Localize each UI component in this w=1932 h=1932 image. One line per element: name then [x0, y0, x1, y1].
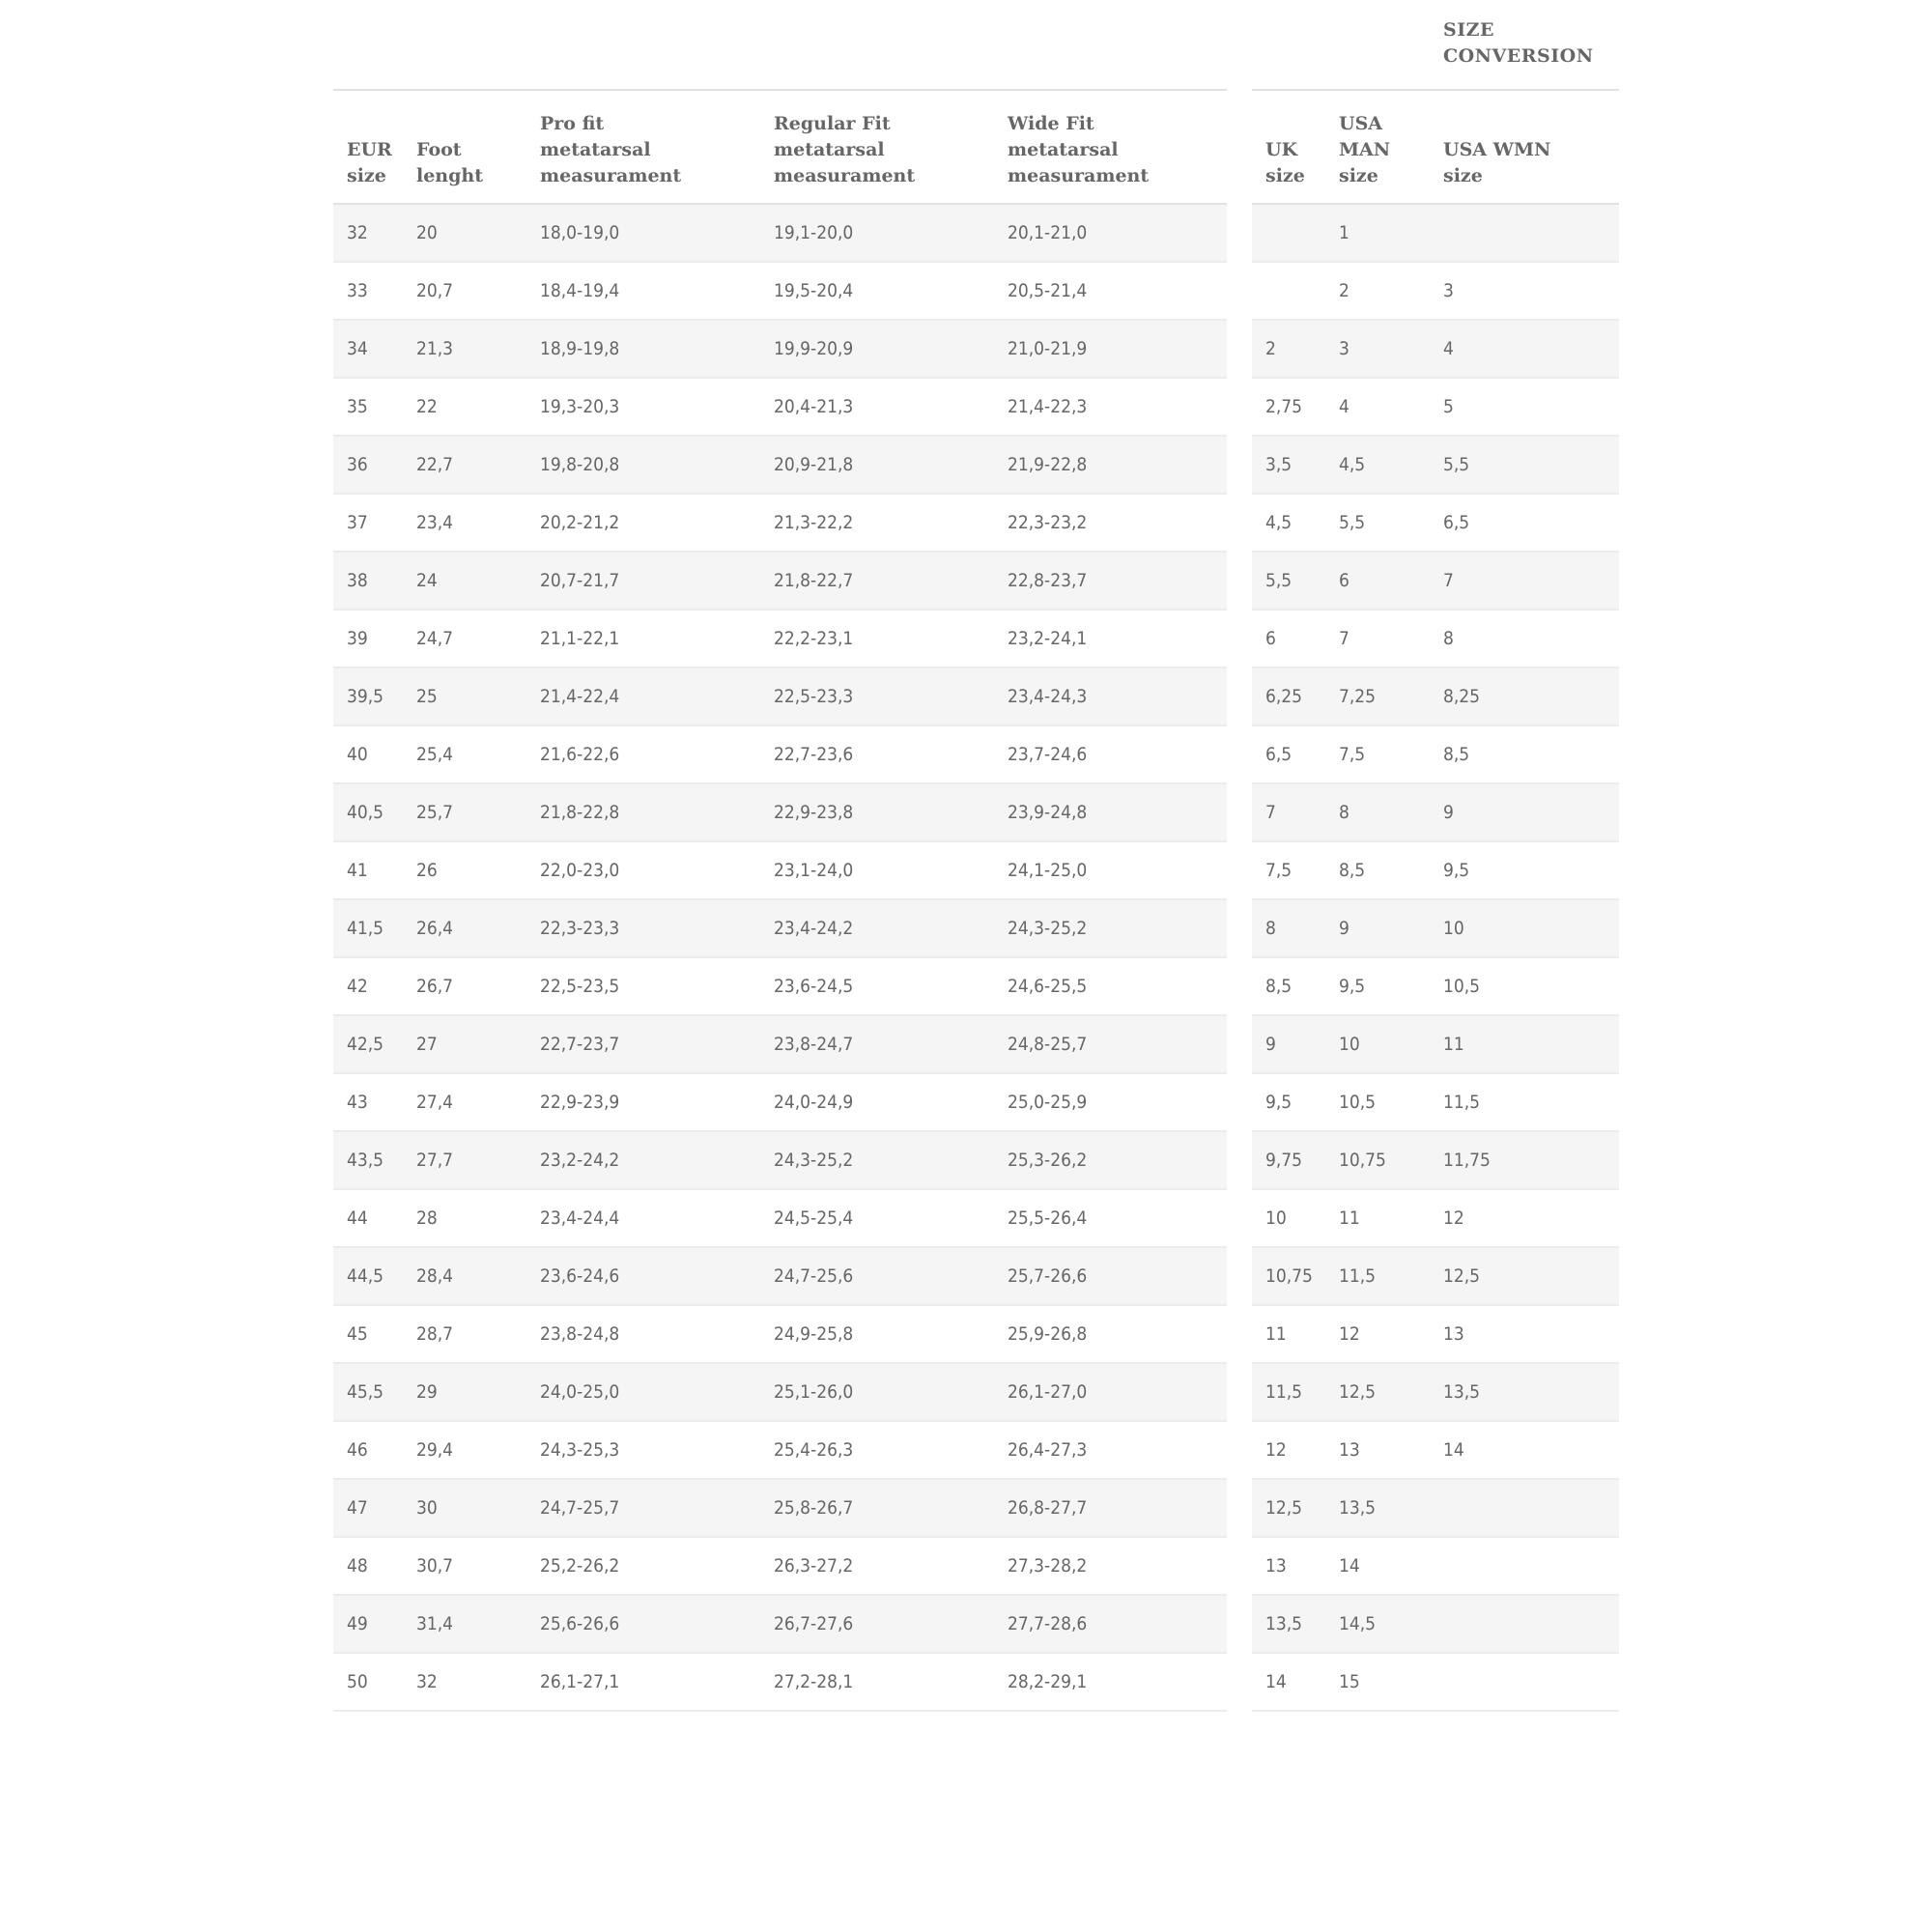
regular-fit-cell: 25,8-26,7 [774, 1497, 854, 1519]
eur-size-cell: 39,5 [347, 686, 384, 707]
uk-size-cell: 6,5 [1265, 744, 1293, 765]
foot-length-cell: 26,7 [416, 976, 454, 997]
foot-length-cell: 29 [416, 1381, 438, 1403]
eur-size-cell: 38 [347, 570, 368, 591]
pro-fit-cell: 22,3-23,3 [540, 918, 620, 939]
foot-length-cell: 29,4 [416, 1439, 454, 1461]
uk-size-cell: 2,75 [1265, 396, 1303, 417]
table-row [333, 1190, 1227, 1248]
wide-fit-cell: 26,1-27,0 [1008, 1381, 1088, 1403]
table-row [1252, 495, 1619, 553]
foot-length-cell: 24 [416, 570, 438, 591]
wide-fit-cell: 24,1-25,0 [1008, 860, 1088, 881]
table-row [1252, 668, 1619, 726]
usa-wmn-size-cell: 9,5 [1443, 860, 1470, 881]
table-row [1252, 842, 1619, 900]
usa-man-size-cell: 13,5 [1339, 1497, 1377, 1519]
foot-length-cell: 32 [416, 1671, 438, 1692]
table-row [1252, 726, 1619, 784]
uk-size-cell: 12 [1265, 1439, 1287, 1461]
table-row [1252, 1074, 1619, 1132]
regular-fit-cell: 22,9-23,8 [774, 802, 854, 823]
conversion-header-row [1252, 91, 1619, 205]
wide-fit-cell: 23,7-24,6 [1008, 744, 1088, 765]
usa-man-size-cell: 6 [1339, 570, 1350, 591]
usa-wmn-size-cell: 3 [1443, 280, 1454, 301]
header-usa-wmn-size: USA WMN size [1443, 139, 1551, 186]
wide-fit-cell: 21,9-22,8 [1008, 454, 1088, 475]
eur-size-cell: 44,5 [347, 1265, 384, 1287]
usa-wmn-size-cell: 12,5 [1443, 1265, 1481, 1287]
usa-wmn-size-cell: 11,5 [1443, 1092, 1481, 1113]
eur-size-cell: 34 [347, 338, 368, 359]
size-conversion-title: SIZE CONVERSION [1443, 19, 1594, 67]
regular-fit-cell: 19,1-20,0 [774, 222, 854, 243]
conversion-rows [1252, 205, 1619, 1712]
wide-fit-cell: 23,2-24,1 [1008, 628, 1088, 649]
table-row [1252, 1364, 1619, 1422]
pro-fit-cell: 19,3-20,3 [540, 396, 620, 417]
wide-fit-cell: 21,4-22,3 [1008, 396, 1088, 417]
table-row [1252, 437, 1619, 495]
foot-length-cell: 23,4 [416, 512, 454, 533]
table-row [1252, 553, 1619, 611]
usa-wmn-size-cell: 8 [1443, 628, 1454, 649]
usa-wmn-size-cell: 11,75 [1443, 1150, 1491, 1171]
foot-length-cell: 25,4 [416, 744, 454, 765]
uk-size-cell: 5,5 [1265, 570, 1293, 591]
usa-man-size-cell: 7,25 [1339, 686, 1377, 707]
usa-man-size-cell: 9,5 [1339, 976, 1366, 997]
eur-size-cell: 45,5 [347, 1381, 384, 1403]
regular-fit-cell: 22,5-23,3 [774, 686, 854, 707]
uk-size-cell: 6,25 [1265, 686, 1303, 707]
pro-fit-cell: 25,6-26,6 [540, 1613, 620, 1634]
pro-fit-cell: 24,0-25,0 [540, 1381, 620, 1403]
uk-size-cell: 13 [1265, 1555, 1287, 1577]
wide-fit-cell: 20,5-21,4 [1008, 280, 1088, 301]
foot-length-cell: 27 [416, 1034, 438, 1055]
usa-man-size-cell: 3 [1339, 338, 1350, 359]
eur-size-cell: 36 [347, 454, 368, 475]
table-row [1252, 1538, 1619, 1596]
usa-wmn-size-cell: 4 [1443, 338, 1454, 359]
usa-man-size-cell: 1 [1339, 222, 1350, 243]
pro-fit-cell: 21,8-22,8 [540, 802, 620, 823]
uk-size-cell: 3,5 [1265, 454, 1293, 475]
table-row [1252, 1480, 1619, 1538]
pro-fit-cell: 22,7-23,7 [540, 1034, 620, 1055]
regular-fit-cell: 22,2-23,1 [774, 628, 854, 649]
regular-fit-cell: 23,1-24,0 [774, 860, 854, 881]
regular-fit-cell: 23,6-24,5 [774, 976, 854, 997]
eur-size-cell: 32 [347, 222, 368, 243]
header-pro-fit: Pro fit metatarsal measurament [540, 113, 682, 186]
uk-size-cell: 13,5 [1265, 1613, 1303, 1634]
table-row [1252, 784, 1619, 842]
pro-fit-cell: 18,0-19,0 [540, 222, 620, 243]
usa-wmn-size-cell: 13 [1443, 1323, 1464, 1345]
usa-man-size-cell: 11,5 [1339, 1265, 1377, 1287]
regular-fit-cell: 23,4-24,2 [774, 918, 854, 939]
table-row [333, 1538, 1227, 1596]
uk-size-cell: 6 [1265, 628, 1276, 649]
foot-length-cell: 30 [416, 1497, 438, 1519]
uk-size-cell: 8 [1265, 918, 1276, 939]
wide-fit-cell: 25,9-26,8 [1008, 1323, 1088, 1345]
pro-fit-cell: 24,7-25,7 [540, 1497, 620, 1519]
table-row [333, 611, 1227, 668]
table-row [333, 1654, 1227, 1712]
foot-length-cell: 26 [416, 860, 438, 881]
table-row [1252, 900, 1619, 958]
usa-man-size-cell: 15 [1339, 1671, 1360, 1692]
wide-fit-cell: 23,9-24,8 [1008, 802, 1088, 823]
eur-size-cell: 39 [347, 628, 368, 649]
usa-man-size-cell: 11 [1339, 1208, 1360, 1229]
usa-man-size-cell: 4,5 [1339, 454, 1366, 475]
wide-fit-cell: 22,3-23,2 [1008, 512, 1088, 533]
uk-size-cell: 11,5 [1265, 1381, 1303, 1403]
usa-man-size-cell: 10,75 [1339, 1150, 1386, 1171]
wide-fit-cell: 25,5-26,4 [1008, 1208, 1088, 1229]
pro-fit-cell: 23,6-24,6 [540, 1265, 620, 1287]
regular-fit-cell: 19,5-20,4 [774, 280, 854, 301]
regular-fit-cell: 19,9-20,9 [774, 338, 854, 359]
usa-wmn-size-cell: 8,25 [1443, 686, 1481, 707]
table-row [333, 495, 1227, 553]
regular-fit-cell: 26,7-27,6 [774, 1613, 854, 1634]
wide-fit-cell: 25,7-26,6 [1008, 1265, 1088, 1287]
eur-size-cell: 37 [347, 512, 368, 533]
usa-man-size-cell: 12,5 [1339, 1381, 1377, 1403]
foot-length-cell: 28 [416, 1208, 438, 1229]
usa-wmn-size-cell: 12 [1443, 1208, 1464, 1229]
table-row [1252, 1306, 1619, 1364]
table-row [333, 205, 1227, 263]
uk-size-cell: 11 [1265, 1323, 1287, 1345]
foot-length-cell: 22,7 [416, 454, 454, 475]
table-row [333, 437, 1227, 495]
pro-fit-cell: 26,1-27,1 [540, 1671, 620, 1692]
wide-fit-cell: 22,8-23,7 [1008, 570, 1088, 591]
eur-size-cell: 40,5 [347, 802, 384, 823]
uk-size-cell: 8,5 [1265, 976, 1293, 997]
usa-wmn-size-cell: 7 [1443, 570, 1454, 591]
regular-fit-cell: 25,4-26,3 [774, 1439, 854, 1461]
eur-size-cell: 48 [347, 1555, 368, 1577]
foot-length-cell: 28,7 [416, 1323, 454, 1345]
foot-length-cell: 24,7 [416, 628, 454, 649]
table-row [333, 1016, 1227, 1074]
eur-size-cell: 50 [347, 1671, 368, 1692]
foot-length-cell: 25,7 [416, 802, 454, 823]
usa-man-size-cell: 12 [1339, 1323, 1360, 1345]
eur-size-cell: 41,5 [347, 918, 384, 939]
uk-size-cell: 9,5 [1265, 1092, 1293, 1113]
wide-fit-cell: 23,4-24,3 [1008, 686, 1088, 707]
eur-size-cell: 45 [347, 1323, 368, 1345]
regular-fit-cell: 24,7-25,6 [774, 1265, 854, 1287]
table-row [333, 1074, 1227, 1132]
measurement-header-row [333, 91, 1227, 205]
regular-fit-cell: 20,9-21,8 [774, 454, 854, 475]
table-row [333, 1306, 1227, 1364]
eur-size-cell: 47 [347, 1497, 368, 1519]
table-row [333, 379, 1227, 437]
pro-fit-cell: 18,9-19,8 [540, 338, 620, 359]
table-row [1252, 1422, 1619, 1480]
usa-wmn-size-cell: 14 [1443, 1439, 1464, 1461]
table-row [333, 1422, 1227, 1480]
header-foot-length: Foot lenght [416, 139, 483, 186]
uk-size-cell: 14 [1265, 1671, 1287, 1692]
usa-wmn-size-cell: 11 [1443, 1034, 1464, 1055]
pro-fit-cell: 21,6-22,6 [540, 744, 620, 765]
table-row [1252, 205, 1619, 263]
uk-size-cell: 12,5 [1265, 1497, 1303, 1519]
wide-fit-cell: 25,3-26,2 [1008, 1150, 1088, 1171]
usa-man-size-cell: 13 [1339, 1439, 1360, 1461]
table-row [333, 726, 1227, 784]
pro-fit-cell: 24,3-25,3 [540, 1439, 620, 1461]
regular-fit-cell: 24,5-25,4 [774, 1208, 854, 1229]
usa-man-size-cell: 10,5 [1339, 1092, 1377, 1113]
wide-fit-cell: 25,0-25,9 [1008, 1092, 1088, 1113]
table-row [1252, 263, 1619, 321]
uk-size-cell: 2 [1265, 338, 1276, 359]
uk-size-cell: 4,5 [1265, 512, 1293, 533]
wide-fit-cell: 21,0-21,9 [1008, 338, 1088, 359]
eur-size-cell: 33 [347, 280, 368, 301]
table-row [1252, 1016, 1619, 1074]
wide-fit-cell: 26,4-27,3 [1008, 1439, 1088, 1461]
usa-wmn-size-cell: 10 [1443, 918, 1464, 939]
header-regular-fit: Regular Fit metatarsal measurament [774, 113, 916, 186]
usa-wmn-size-cell: 8,5 [1443, 744, 1470, 765]
usa-man-size-cell: 4 [1339, 396, 1350, 417]
header-eur-size: EUR size [347, 139, 392, 186]
usa-man-size-cell: 8 [1339, 802, 1350, 823]
uk-size-cell: 10,75 [1265, 1265, 1313, 1287]
table-row [1252, 958, 1619, 1016]
pro-fit-cell: 21,1-22,1 [540, 628, 620, 649]
eur-size-cell: 42 [347, 976, 368, 997]
uk-size-cell: 7 [1265, 802, 1276, 823]
regular-fit-cell: 23,8-24,7 [774, 1034, 854, 1055]
table-row [333, 1364, 1227, 1422]
header-wide-fit: Wide Fit metatarsal measurament [1008, 113, 1150, 186]
foot-length-cell: 20,7 [416, 280, 454, 301]
foot-length-cell: 21,3 [416, 338, 454, 359]
uk-size-cell: 7,5 [1265, 860, 1293, 881]
usa-man-size-cell: 2 [1339, 280, 1350, 301]
pro-fit-cell: 23,4-24,4 [540, 1208, 620, 1229]
foot-length-cell: 30,7 [416, 1555, 454, 1577]
uk-size-cell: 10 [1265, 1208, 1287, 1229]
usa-man-size-cell: 7 [1339, 628, 1350, 649]
pro-fit-cell: 20,7-21,7 [540, 570, 620, 591]
foot-length-cell: 27,7 [416, 1150, 454, 1171]
foot-length-cell: 27,4 [416, 1092, 454, 1113]
usa-man-size-cell: 8,5 [1339, 860, 1366, 881]
usa-man-size-cell: 5,5 [1339, 512, 1366, 533]
pro-fit-cell: 22,0-23,0 [540, 860, 620, 881]
wide-fit-cell: 27,3-28,2 [1008, 1555, 1088, 1577]
usa-man-size-cell: 7,5 [1339, 744, 1366, 765]
regular-fit-cell: 27,2-28,1 [774, 1671, 854, 1692]
usa-man-size-cell: 14 [1339, 1555, 1360, 1577]
table-row [1252, 1190, 1619, 1248]
pro-fit-cell: 19,8-20,8 [540, 454, 620, 475]
foot-length-cell: 26,4 [416, 918, 454, 939]
table-row [333, 1248, 1227, 1306]
table-row [1252, 1654, 1619, 1712]
uk-size-cell: 9,75 [1265, 1150, 1303, 1171]
eur-size-cell: 46 [347, 1439, 368, 1461]
regular-fit-cell: 26,3-27,2 [774, 1555, 854, 1577]
measurement-rows [333, 205, 1227, 1712]
foot-length-cell: 20 [416, 222, 438, 243]
table-row [333, 958, 1227, 1016]
table-row [333, 1480, 1227, 1538]
eur-size-cell: 42,5 [347, 1034, 384, 1055]
eur-size-cell: 41 [347, 860, 368, 881]
usa-man-size-cell: 14,5 [1339, 1613, 1377, 1634]
table-row [333, 668, 1227, 726]
usa-wmn-size-cell: 5,5 [1443, 454, 1470, 475]
eur-size-cell: 43,5 [347, 1150, 384, 1171]
table-row [333, 263, 1227, 321]
eur-size-cell: 43 [347, 1092, 368, 1113]
table-row [1252, 611, 1619, 668]
regular-fit-cell: 24,3-25,2 [774, 1150, 854, 1171]
foot-length-cell: 31,4 [416, 1613, 454, 1634]
pro-fit-cell: 22,9-23,9 [540, 1092, 620, 1113]
foot-length-cell: 28,4 [416, 1265, 454, 1287]
table-row [333, 321, 1227, 379]
usa-man-size-cell: 9 [1339, 918, 1350, 939]
pro-fit-cell: 20,2-21,2 [540, 512, 620, 533]
wide-fit-cell: 20,1-21,0 [1008, 222, 1088, 243]
regular-fit-cell: 21,3-22,2 [774, 512, 854, 533]
table-row [1252, 1132, 1619, 1190]
regular-fit-cell: 20,4-21,3 [774, 396, 854, 417]
wide-fit-cell: 28,2-29,1 [1008, 1671, 1088, 1692]
usa-wmn-size-cell: 13,5 [1443, 1381, 1481, 1403]
table-row [1252, 379, 1619, 437]
pro-fit-cell: 23,8-24,8 [540, 1323, 620, 1345]
usa-wmn-size-cell: 9 [1443, 802, 1454, 823]
pro-fit-cell: 25,2-26,2 [540, 1555, 620, 1577]
table-row [1252, 1248, 1619, 1306]
table-row [1252, 1596, 1619, 1654]
usa-wmn-size-cell: 6,5 [1443, 512, 1470, 533]
header-usa-man-size: USA MAN size [1339, 113, 1391, 186]
foot-length-cell: 22 [416, 396, 438, 417]
pro-fit-cell: 18,4-19,4 [540, 280, 620, 301]
regular-fit-cell: 22,7-23,6 [774, 744, 854, 765]
wide-fit-cell: 26,8-27,7 [1008, 1497, 1088, 1519]
pro-fit-cell: 22,5-23,5 [540, 976, 620, 997]
header-uk-size: UK size [1265, 139, 1305, 186]
regular-fit-cell: 25,1-26,0 [774, 1381, 854, 1403]
usa-man-size-cell: 10 [1339, 1034, 1360, 1055]
eur-size-cell: 35 [347, 396, 368, 417]
table-row [1252, 321, 1619, 379]
eur-size-cell: 49 [347, 1613, 368, 1634]
eur-size-cell: 40 [347, 744, 368, 765]
wide-fit-cell: 24,3-25,2 [1008, 918, 1088, 939]
pro-fit-cell: 21,4-22,4 [540, 686, 620, 707]
regular-fit-cell: 24,0-24,9 [774, 1092, 854, 1113]
wide-fit-cell: 24,6-25,5 [1008, 976, 1088, 997]
uk-size-cell: 9 [1265, 1034, 1276, 1055]
pro-fit-cell: 23,2-24,2 [540, 1150, 620, 1171]
regular-fit-cell: 21,8-22,7 [774, 570, 854, 591]
usa-wmn-size-cell: 10,5 [1443, 976, 1481, 997]
wide-fit-cell: 27,7-28,6 [1008, 1613, 1088, 1634]
table-row [333, 553, 1227, 611]
wide-fit-cell: 24,8-25,7 [1008, 1034, 1088, 1055]
regular-fit-cell: 24,9-25,8 [774, 1323, 854, 1345]
foot-length-cell: 25 [416, 686, 438, 707]
table-row [333, 1132, 1227, 1190]
table-row [333, 784, 1227, 842]
table-row [333, 842, 1227, 900]
usa-wmn-size-cell: 5 [1443, 396, 1454, 417]
eur-size-cell: 44 [347, 1208, 368, 1229]
table-row [333, 1596, 1227, 1654]
table-row [333, 900, 1227, 958]
